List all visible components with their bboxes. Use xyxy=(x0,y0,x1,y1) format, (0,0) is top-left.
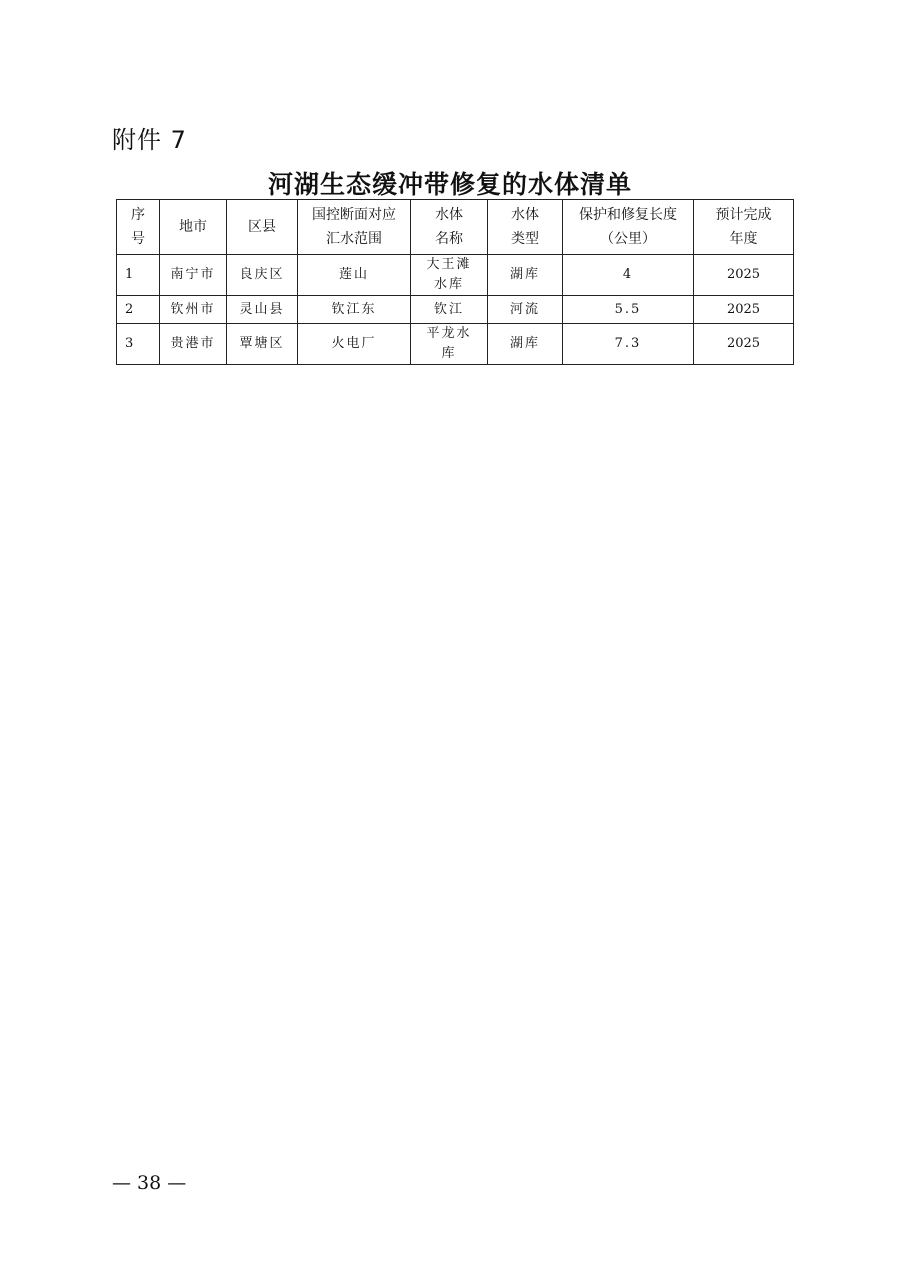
attachment-label: 附件 7 xyxy=(112,126,187,154)
header-year-line2: 年度 xyxy=(729,231,758,247)
cell-water-name-line1: 大王滩 xyxy=(426,257,472,272)
cell-index: 2 xyxy=(117,296,160,324)
cell-year: 2025 xyxy=(694,296,794,324)
header-year-line1: 预计完成 xyxy=(715,207,772,223)
header-index-line2: 号 xyxy=(131,231,145,247)
header-index-line1: 序 xyxy=(131,207,145,223)
cell-index: 1 xyxy=(117,255,160,296)
cell-water-name xyxy=(411,324,488,365)
header-water-name-line1: 水体 xyxy=(435,207,463,223)
cell-water-name xyxy=(411,255,488,296)
header-length xyxy=(563,200,694,255)
header-section xyxy=(298,200,411,255)
cell-county: 覃塘区 xyxy=(227,324,298,365)
cell-water-name xyxy=(411,296,488,324)
header-index xyxy=(117,200,160,255)
cell-section: 火电厂 xyxy=(298,324,411,365)
water-body-list-table xyxy=(116,199,794,365)
header-water-type xyxy=(488,200,563,255)
cell-water-name-line2: 库 xyxy=(441,346,457,361)
cell-section: 钦江东 xyxy=(298,296,411,324)
table-header-row xyxy=(117,200,794,255)
table-row xyxy=(117,255,794,296)
cell-water-name-line2: 水库 xyxy=(433,277,464,292)
header-section-line1: 国控断面对应 xyxy=(312,207,396,223)
header-water-name-line2: 名称 xyxy=(435,231,463,247)
cell-county: 良庆区 xyxy=(227,255,298,296)
document-title: 河湖生态缓冲带修复的水体清单 xyxy=(267,170,632,199)
cell-length: 4 xyxy=(563,255,694,296)
cell-city: 南宁市 xyxy=(160,255,227,296)
header-city: 地市 xyxy=(160,200,227,255)
cell-length: 5.5 xyxy=(563,296,694,324)
header-length-line2: （公里） xyxy=(600,231,656,247)
table-row xyxy=(117,296,794,324)
cell-water-type: 湖库 xyxy=(488,324,563,365)
cell-county: 灵山县 xyxy=(227,296,298,324)
header-county: 区县 xyxy=(227,200,298,255)
header-water-type-line2: 类型 xyxy=(511,231,539,247)
cell-section: 莲山 xyxy=(298,255,411,296)
cell-index: 3 xyxy=(117,324,160,365)
table-row xyxy=(117,324,794,365)
cell-water-name-line1: 钦江 xyxy=(433,301,464,317)
header-section-line2: 汇水范围 xyxy=(326,231,382,247)
header-length-line1: 保护和修复长度 xyxy=(579,207,677,223)
cell-water-type: 河流 xyxy=(488,296,563,324)
cell-water-name-line1: 平龙水 xyxy=(426,326,472,341)
header-year xyxy=(694,200,794,255)
cell-year: 2025 xyxy=(694,255,794,296)
cell-city: 贵港市 xyxy=(160,324,227,365)
cell-water-type: 湖库 xyxy=(488,255,563,296)
page-number: — 38 — xyxy=(112,1172,187,1194)
header-water-type-line1: 水体 xyxy=(511,207,539,223)
cell-year: 2025 xyxy=(694,324,794,365)
header-water-name xyxy=(411,200,488,255)
cell-city: 钦州市 xyxy=(160,296,227,324)
cell-length: 7.3 xyxy=(563,324,694,365)
